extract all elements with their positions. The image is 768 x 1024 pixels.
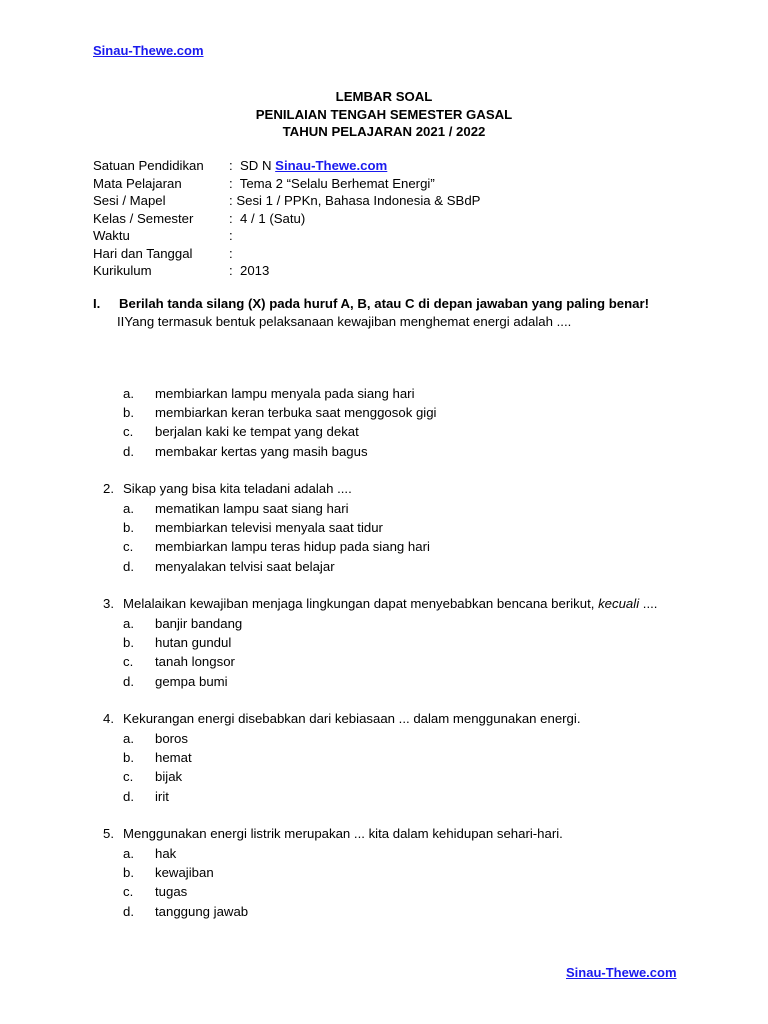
info-value: : Sesi 1 / PPKn, Bahasa Indonesia & SBdP [229,193,481,208]
option-text: membiarkan lampu teras hidup pada siang hari [155,539,430,555]
question-stem [123,596,657,611]
option-b[interactable] [123,403,436,422]
option-text: membiarkan televisi menyala saat tidur [155,520,383,536]
option-b[interactable] [123,748,192,767]
info-row-waktu [93,227,480,245]
option-text: banjir bandang [155,616,243,631]
option-letter: a. [123,616,134,631]
question-number: 4. [103,711,114,726]
option-letter: b. [123,635,134,651]
info-row-mapel [93,175,480,193]
option-letter: d. [123,788,134,804]
option-b[interactable] [123,518,430,537]
option-text: hutan gundul [155,635,232,651]
info-label: Waktu [93,228,130,243]
option-text: membiarkan lampu menyala pada siang hari [155,386,415,401]
option-a[interactable] [123,384,436,403]
option-text: hak [155,846,177,861]
header-link[interactable]: Sinau-Thewe.com [93,43,204,58]
option-letter: b. [123,520,134,536]
option-letter: b. [123,865,134,881]
option-text: irit [155,788,169,804]
info-row-satuan [93,157,480,175]
info-label: Hari dan Tanggal [93,245,193,261]
option-c[interactable] [123,537,430,556]
question-number: 3. [103,596,114,611]
option-letter: c. [123,769,134,785]
identity-table [93,157,480,280]
option-text: membakar kertas yang masih bagus [155,443,368,459]
info-label: Kelas / Semester [93,210,194,226]
option-c[interactable] [123,882,248,901]
question-3-options [123,614,242,691]
info-label: Kurikulum [93,263,152,278]
option-text: mematikan lampu saat siang hari [155,501,349,516]
question-stem: Sikap yang bisa kita teladani adalah .... [123,481,352,496]
option-a[interactable] [123,729,192,748]
option-text: tugas [155,884,188,900]
info-value-prefix: : SD N [229,158,276,173]
info-row-kurikulum [93,262,480,280]
info-row-hari [93,245,480,263]
option-d[interactable] [123,672,242,691]
question-4-options [123,729,192,806]
option-letter: a. [123,386,134,401]
option-b[interactable] [123,863,248,882]
school-link[interactable]: Sinau-Thewe.com [275,158,388,173]
option-c[interactable] [123,767,192,786]
option-d[interactable] [123,787,192,806]
option-b[interactable] [123,633,242,652]
option-d[interactable] [123,902,248,921]
section-heading [93,296,649,311]
option-text: tanggung jawab [155,903,249,919]
section-number: I. [93,296,101,311]
info-value: : 4 / 1 (Satu) [229,210,306,226]
info-row-kelas [93,210,480,228]
option-c[interactable] [123,422,436,441]
question-4 [103,711,580,726]
option-text: berjalan kaki ke tempat yang dekat [155,424,359,440]
question-stem: Menggunakan energi listrik merupakan ... kita dalam kehidupan sehari-hari. [123,826,563,841]
option-a[interactable] [123,499,430,518]
section-instruction: Berilah tanda silang (X) pada huruf A, B, atau C di depan jawaban yang paling benar! [119,296,650,311]
footer-link[interactable]: Sinau-Thewe.com [566,965,677,980]
option-a[interactable] [123,614,242,633]
info-label: Satuan Pendidikan [93,158,204,173]
question-5 [103,826,563,841]
info-label: Sesi / Mapel [93,193,166,208]
option-letter: a. [123,501,134,516]
option-text: tanah longsor [155,654,235,670]
info-value: : 2013 [229,263,270,278]
option-text: hemat [155,750,192,766]
option-letter: d. [123,443,134,459]
info-value: : [229,228,233,243]
option-d[interactable] [123,557,430,576]
option-letter: a. [123,731,134,746]
option-letter: c. [123,424,134,440]
option-letter: d. [123,673,134,689]
title-line: TAHUN PELAJARAN 2021 / 2022 [282,124,486,139]
stem-text: Melalaikan kewajiban menjaga lingkungan dapat menyebabkan bencana berikut, [123,596,599,611]
info-value: : Tema 2 “Selalu Berhemat Energi” [229,175,435,191]
option-d[interactable] [123,442,436,461]
option-letter: b. [123,405,134,421]
question-number: 5. [103,826,114,841]
info-value: : [229,245,233,261]
option-a[interactable] [123,844,248,863]
option-letter: c. [123,539,134,555]
stem-emphasis: kecuali [598,596,640,611]
option-text: membiarkan keran terbuka saat menggosok gigi [155,405,437,421]
stem-end: .... [639,596,658,611]
option-letter: d. [123,903,134,919]
info-label: Mata Pelajaran [93,175,182,191]
question-3 [103,596,657,611]
option-letter: b. [123,750,134,766]
question-1-stem: IIYang termasuk bentuk pelaksanaan kewajiban menghemat energi adalah .... [117,314,572,329]
info-row-sesi [93,192,480,210]
question-stem: Kekurangan energi disebabkan dari kebiasaan ... dalam menggunakan energi. [123,711,581,726]
title-block [0,88,768,141]
option-letter: a. [123,846,134,861]
option-letter: c. [123,884,134,900]
title-line: PENILAIAN TENGAH SEMESTER GASAL [255,106,513,122]
option-text: gempa bumi [155,673,228,689]
question-5-options [123,844,248,921]
option-text: boros [155,731,188,746]
option-text: kewajiban [155,865,214,881]
question-number: 2. [103,481,114,496]
question-1-options [123,384,436,461]
option-text: bijak [155,769,183,785]
question-2-options [123,499,430,576]
info-value [229,157,387,175]
option-text: menyalakan telvisi saat belajar [155,558,335,574]
question-2 [103,481,352,496]
option-letter: d. [123,558,134,574]
option-letter: c. [123,654,134,670]
title-line: LEMBAR SOAL [335,89,433,104]
option-c[interactable] [123,652,242,671]
